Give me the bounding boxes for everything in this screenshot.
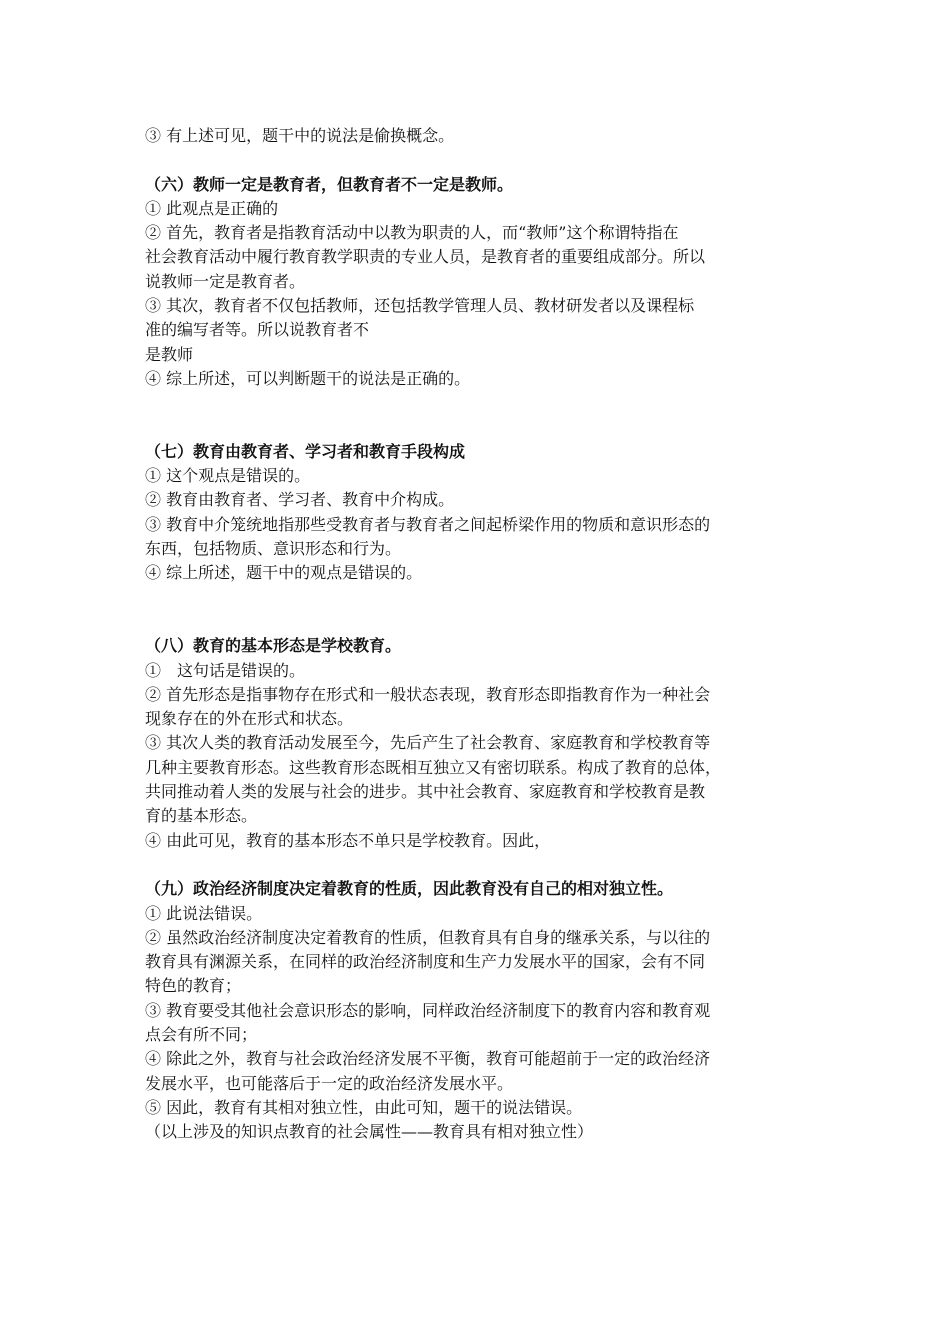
section-line: 现象存在的外在形式和状态。 [145,709,354,729]
section-line: 是教师 [145,344,194,364]
section-line: 发展水平，也可能落后于一定的政治经济发展水平。 [145,1073,514,1093]
section-6 [145,173,817,392]
section-line: ② 首先形态是指事物存在形式和一般状态表现，教育形态即指教育作为一种社会 [145,684,711,704]
section-line: ① 此说法错误。 [145,903,263,923]
section-line: 说教师一定是教育者。 [145,271,306,291]
section-line: ③ 其次，教育者不仅包括教师，还包括教学管理人员、教材研发者以及课程标 [145,296,695,316]
section-line: 社会教育活动中履行教育教学职责的专业人员，是教育者的重要组成部分。所以 [145,247,706,267]
section-line: 准的编写者等。所以说教育者不 [145,320,370,340]
section-line: ④ 除此之外，教育与社会政治经济发展不平衡，教育可能超前于一定的政治经济 [145,1049,711,1069]
section-line: ② 虽然政治经济制度决定着教育的性质，但教育具有自身的继承关系，与以往的 [145,927,711,947]
spacer [145,853,817,877]
section-heading: （九）政治经济制度决定着教育的性质，因此教育没有自己的相对独立性。 [145,879,674,899]
section-line: ③ 教育中介笼统地指那些受教育者与教育者之间起桥梁作用的物质和意识形态的 [145,514,711,534]
section-line: ① 这个观点是错误的。 [145,466,311,486]
intro-conclusion: ③ 有上述可见，题干中的说法是偷换概念。 [145,126,455,145]
section-line: 育的基本形态。 [145,806,258,826]
section-line: 几种主要教育形态。这些教育形态既相互独立又有密切联系。构成了教育的总体， [145,757,722,777]
section-line: 教育具有渊源关系，在同样的政治经济制度和生产力发展水平的国家，会有不同 [145,952,706,972]
section-line: ③ 其次人类的教育活动发展至今，先后产生了社会教育、家庭教育和学校教育等 [145,733,711,753]
section-8 [145,634,817,853]
section-line: ④ 综上所述，题干中的观点是错误的。 [145,563,423,583]
spacer [145,586,817,635]
section-9 [145,877,817,1144]
section-line: ① 此观点是正确的 [145,198,279,218]
section-heading: （七）教育由教育者、学习者和教育手段构成 [145,441,466,461]
section-heading: （八）教育的基本形态是学校教育。 [145,636,402,656]
section-heading: （六）教师一定是教育者，但教育者不一定是教师。 [145,174,514,194]
section-line: ② 首先，教育者是指教育活动中以教为职责的人，而“教师”这个称谓特指在 [145,223,679,243]
section-line: 共同推动着人类的发展与社会的进步。其中社会教育、家庭教育和学校教育是教 [145,782,706,802]
section-line: ③ 教育要受其他社会意识形态的影响，同样政治经济制度下的教育内容和教育观 [145,1000,711,1020]
section-line: 特色的教育； [145,976,242,996]
section-line: 点会有所不同； [145,1024,258,1044]
spacer [145,148,817,172]
section-line: ② 教育由教育者、学习者、教育中介构成。 [145,490,455,510]
document-page [145,124,817,1144]
section-7 [145,440,817,586]
section-line: ④ 由此可见，教育的基本形态不单只是学校教育。因此， [145,830,551,850]
spacer [145,391,817,440]
section-line: ④ 综上所述，可以判断题干的说法是正确的。 [145,368,471,388]
section-line: （以上涉及的知识点教育的社会属性——教育具有相对独立性） [145,1122,594,1142]
section-line: 东西，包括物质、意识形态和行为。 [145,539,402,559]
section-line: ⑤ 因此，教育有其相对独立性，由此可知，题干的说法错误。 [145,1097,583,1117]
section-line: ① 这句话是错误的。 [145,660,306,680]
